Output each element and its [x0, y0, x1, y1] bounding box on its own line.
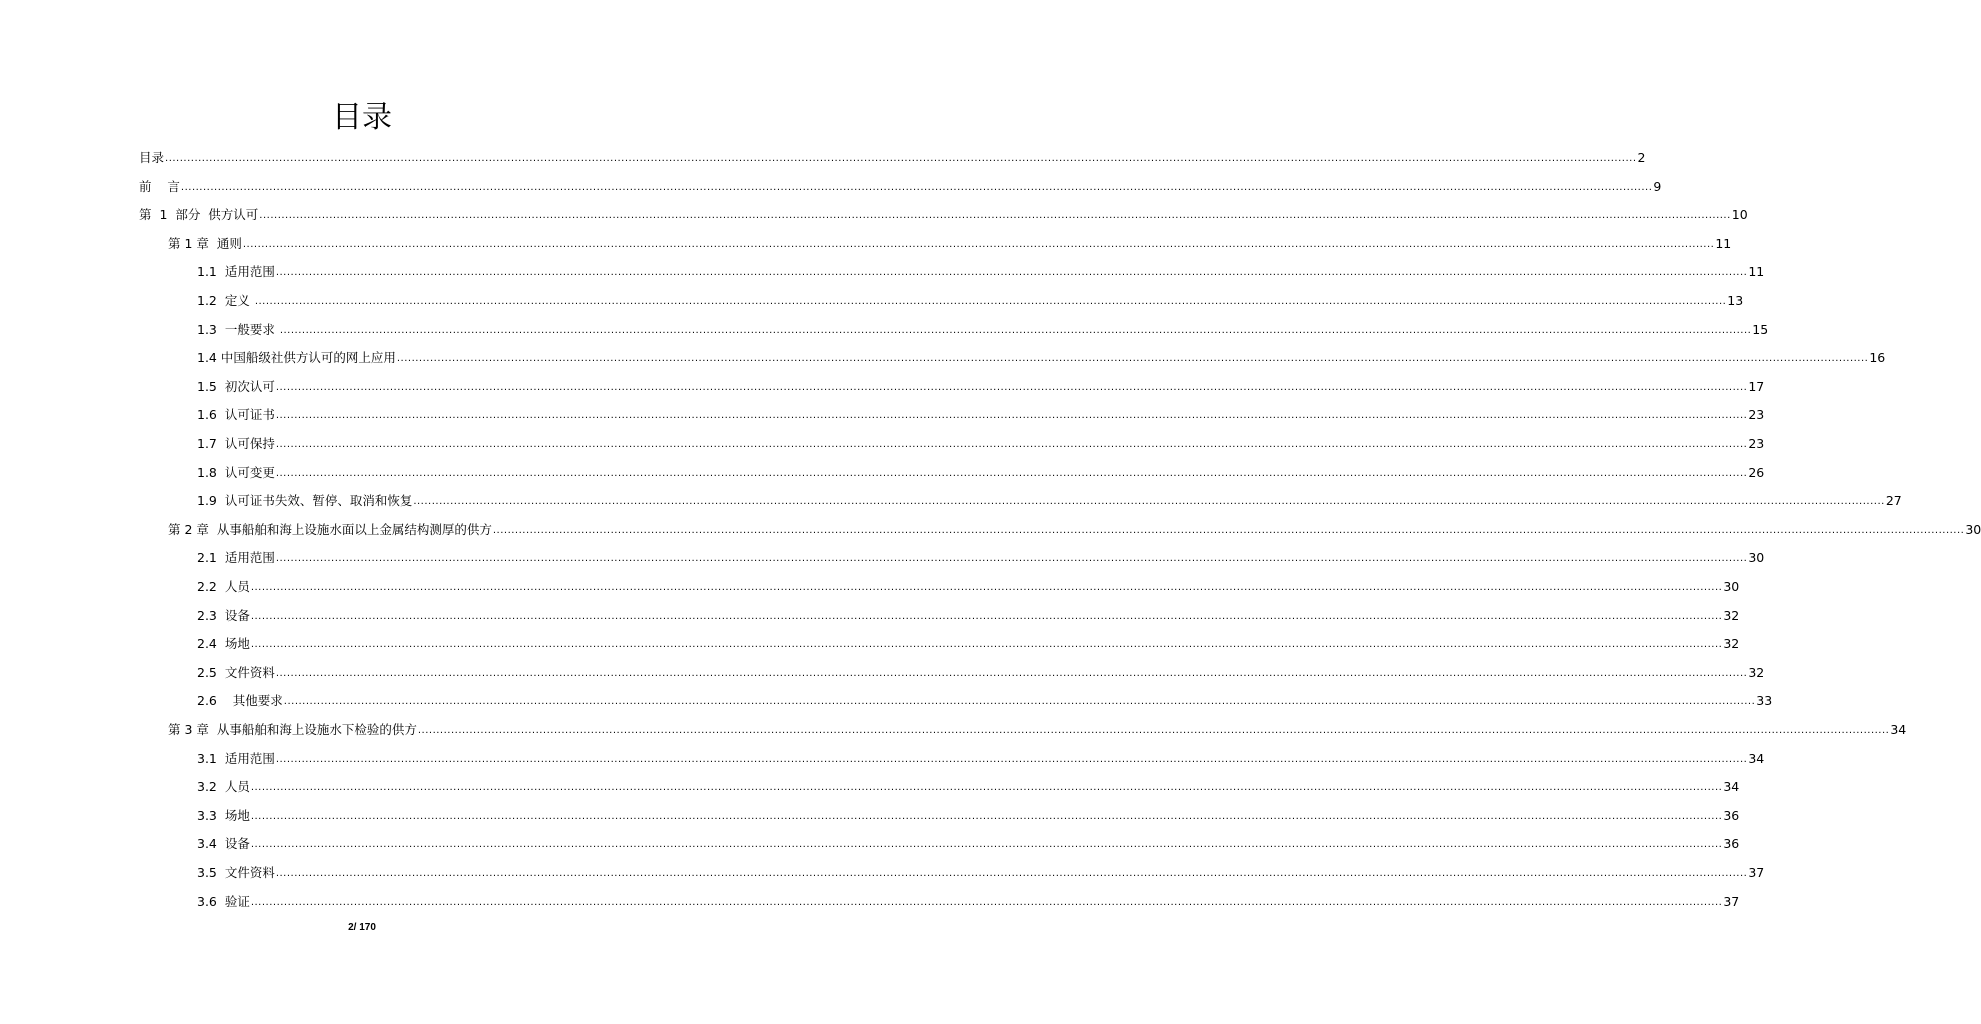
toc-entry-label: 1.7 认可保持 — [197, 436, 275, 451]
toc-leader-dots: ................................................................................................................................................................................................................................................................................................................................................................................................................ — [275, 667, 1748, 679]
toc-entry-page: 30 — [1748, 550, 1765, 566]
toc-entry[interactable] — [197, 632, 1740, 652]
toc-entry-page: 34 — [1890, 722, 1907, 737]
toc-entry[interactable] — [197, 461, 1765, 481]
toc-entry-page: 15 — [1752, 321, 1769, 337]
toc-leader-dots: ................................................................................................................................................................................................................................................................................................................................................................................................................ — [275, 381, 1748, 393]
toc-entry-page: 32 — [1748, 664, 1765, 680]
toc-entry[interactable] — [139, 175, 1662, 195]
toc-entry[interactable] — [197, 747, 1765, 767]
toc-leader-dots: ................................................................................................................................................................................................................................................................................................................................................................................................................ — [396, 353, 1869, 365]
toc-leader-dots: ................................................................................................................................................................................................................................................................................................................................................................................................................ — [259, 210, 1731, 222]
toc-entry-label: 1.8 认可变更 — [197, 464, 275, 480]
toc-leader-dots: ................................................................................................................................................................................................................................................................................................................................................................................................................ — [250, 639, 1723, 651]
toc-entry-label: 第 1 部分 供方认可 — [139, 207, 259, 223]
toc-entry-page: 2 — [1637, 150, 1646, 165]
toc-entry-label: 前 言 — [139, 178, 180, 194]
toc-entry-label: 3.4 设备 — [197, 836, 250, 852]
toc-entry-label: 3.2 人员 — [197, 779, 250, 795]
toc-entry-label: 1.1 适用范围 — [197, 264, 275, 280]
toc-entry-page: 11 — [1748, 264, 1765, 280]
toc-entry-label: 第 2 章 从事船舶和海上设施水面以上金属结构测厚的供方 — [168, 521, 492, 537]
toc-entry-label: 3.3 场地 — [197, 807, 250, 823]
toc-entry[interactable] — [197, 661, 1765, 681]
toc-leader-dots: ................................................................................................................................................................................................................................................................................................................................................................................................................ — [180, 181, 1653, 193]
toc-entry-label: 1.2 定义 — [197, 293, 254, 308]
toc-entry-label: 2.4 场地 — [197, 636, 250, 652]
toc-leader-dots: ................................................................................................................................................................................................................................................................................................................................................................................................................ — [250, 839, 1723, 851]
toc-entry[interactable] — [168, 518, 1981, 538]
toc-entry-label: 2.1 适用范围 — [197, 550, 275, 566]
toc-leader-dots: ................................................................................................................................................................................................................................................................................................................................................................................................................ — [165, 153, 1637, 164]
toc-entry[interactable] — [168, 232, 1732, 252]
toc-leader-dots: ................................................................................................................................................................................................................................................................................................................................................................................................................ — [492, 524, 1965, 536]
page-number-footer: 2/ 170 — [348, 922, 376, 933]
toc-entry-label: 3.1 适用范围 — [197, 750, 275, 766]
toc-entry-label: 目录 — [139, 150, 165, 165]
toc-leader-dots: ................................................................................................................................................................................................................................................................................................................................................................................................................ — [283, 696, 1756, 708]
toc-entry-page: 26 — [1748, 464, 1765, 480]
toc-entry[interactable] — [197, 346, 1886, 366]
toc-entry-page: 36 — [1723, 836, 1740, 852]
toc-leader-dots: ................................................................................................................................................................................................................................................................................................................................................................................................................ — [250, 782, 1723, 794]
toc-leader-dots: ................................................................................................................................................................................................................................................................................................................................................................................................................ — [275, 467, 1748, 479]
toc-entry[interactable] — [197, 403, 1765, 423]
toc-entry[interactable] — [197, 604, 1740, 624]
toc-entry-label: 3.5 文件资料 — [197, 865, 275, 880]
toc-entry[interactable] — [197, 546, 1765, 566]
toc-entry[interactable] — [139, 146, 1646, 166]
toc-entry[interactable] — [197, 575, 1740, 595]
toc-entry-label: 1.3 一般要求 — [197, 321, 279, 337]
toc-entry[interactable] — [197, 890, 1740, 910]
toc-entry[interactable] — [197, 432, 1765, 452]
toc-entry-page: 32 — [1723, 607, 1740, 623]
toc-entry[interactable] — [197, 689, 1773, 709]
toc-entry-label: 第 3 章 从事船舶和海上设施水下检验的供方 — [168, 722, 417, 737]
toc-entry[interactable] — [197, 861, 1765, 881]
toc-entry[interactable] — [197, 260, 1765, 280]
page-title: 目录 — [332, 100, 392, 135]
toc-entry-page: 34 — [1723, 779, 1740, 795]
toc-entry[interactable] — [197, 775, 1740, 795]
toc-entry-label: 1.5 初次认可 — [197, 378, 275, 394]
toc-leader-dots: ................................................................................................................................................................................................................................................................................................................................................................................................................ — [275, 267, 1748, 279]
toc-entry-page: 9 — [1653, 178, 1662, 194]
toc-leader-dots: ................................................................................................................................................................................................................................................................................................................................................................................................................ — [417, 725, 1890, 736]
toc-entry-label: 第 1 章 通则 — [168, 235, 242, 251]
toc-entry-page: 30 — [1965, 521, 1981, 537]
toc-leader-dots: ................................................................................................................................................................................................................................................................................................................................................................................................................ — [250, 810, 1723, 822]
toc-entry[interactable] — [197, 832, 1740, 852]
toc-entry-page: 34 — [1748, 750, 1765, 766]
toc-entry-label: 2.2 人员 — [197, 579, 250, 594]
toc-entry-page: 27 — [1885, 493, 1902, 509]
toc-entry-label: 2.5 文件资料 — [197, 664, 275, 680]
toc-leader-dots: ................................................................................................................................................................................................................................................................................................................................................................................................................ — [250, 610, 1723, 622]
toc-leader-dots: ................................................................................................................................................................................................................................................................................................................................................................................................................ — [279, 324, 1752, 336]
toc-entry[interactable] — [197, 489, 1902, 509]
toc-leader-dots: ................................................................................................................................................................................................................................................................................................................................................................................................................ — [242, 238, 1715, 250]
toc-entry[interactable] — [197, 804, 1740, 824]
toc-entry-page: 23 — [1748, 407, 1765, 423]
toc-leader-dots: ................................................................................................................................................................................................................................................................................................................................................................................................................ — [275, 868, 1748, 879]
toc-leader-dots: ................................................................................................................................................................................................................................................................................................................................................................................................................ — [275, 410, 1748, 422]
toc-entry-label: 2.6 其他要求 — [197, 693, 283, 709]
toc-entry-page: 33 — [1756, 693, 1773, 709]
toc-leader-dots: ................................................................................................................................................................................................................................................................................................................................................................................................................ — [275, 439, 1748, 450]
toc-entry-label: 1.6 认可证书 — [197, 407, 275, 423]
toc-entry[interactable] — [197, 318, 1769, 338]
toc-entry[interactable] — [168, 718, 1907, 738]
toc-entry-label: 1.4 中国船级社供方认可的网上应用 — [197, 350, 396, 366]
toc-entry[interactable] — [197, 375, 1765, 395]
toc-leader-dots: ................................................................................................................................................................................................................................................................................................................................................................................................................ — [250, 896, 1723, 908]
toc-entry-page: 17 — [1748, 378, 1765, 394]
toc-leader-dots: ................................................................................................................................................................................................................................................................................................................................................................................................................ — [275, 553, 1748, 565]
toc-entry-page: 37 — [1748, 865, 1765, 880]
toc-entry-label: 2.3 设备 — [197, 607, 250, 623]
toc-leader-dots: ................................................................................................................................................................................................................................................................................................................................................................................................................ — [413, 496, 1885, 508]
toc-leader-dots: ................................................................................................................................................................................................................................................................................................................................................................................................................ — [250, 582, 1723, 593]
toc-entry-page: 30 — [1723, 579, 1740, 594]
toc-entry-page: 11 — [1715, 235, 1732, 251]
toc-entry-page: 32 — [1723, 636, 1740, 652]
toc-entry-page: 13 — [1727, 293, 1744, 308]
toc-leader-dots: ................................................................................................................................................................................................................................................................................................................................................................................................................ — [275, 753, 1748, 765]
toc-entry-label: 3.6 验证 — [197, 893, 250, 909]
toc-entry-page: 36 — [1723, 807, 1740, 823]
toc-entry[interactable] — [197, 289, 1744, 309]
toc-entry-page: 10 — [1731, 207, 1748, 223]
toc-entry-label: 1.9 认可证书失效、暂停、取消和恢复 — [197, 493, 413, 509]
toc-entry-page: 16 — [1869, 350, 1886, 366]
toc-entry-page: 23 — [1748, 436, 1765, 451]
toc-leader-dots: ................................................................................................................................................................................................................................................................................................................................................................................................................ — [254, 296, 1727, 307]
toc-entry-page: 37 — [1723, 893, 1740, 909]
toc-entry[interactable] — [139, 203, 1748, 223]
